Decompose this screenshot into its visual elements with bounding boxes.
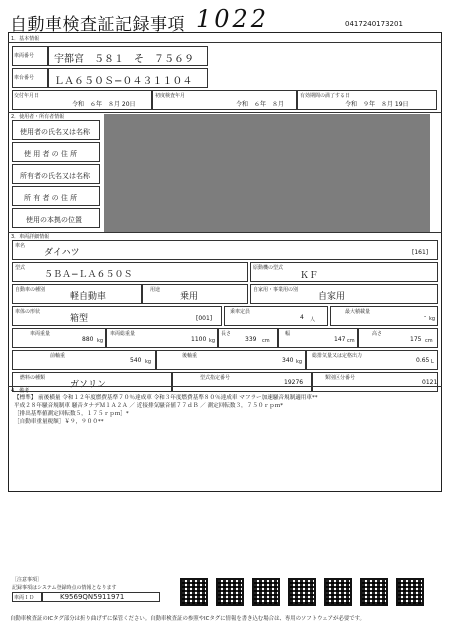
chassis-value: ＬＡ６５０Ｓ−０４３１１０４ — [54, 76, 193, 87]
height-value: 175 — [410, 336, 422, 343]
owner-addr-label: 所 有 者 の 住 所 — [24, 194, 78, 202]
kind-value: 軽自動車 — [70, 292, 107, 302]
section1-heading: 1．基本情報 — [11, 36, 40, 42]
gross-unit: kg — [209, 338, 216, 344]
height-unit: cm — [425, 338, 433, 344]
category-no-value: 0121 — [422, 379, 438, 386]
qr-code — [324, 578, 352, 606]
maker-code: [161] — [412, 249, 429, 256]
weight-label: 車両重量 — [30, 331, 51, 337]
load-unit: kg — [429, 316, 436, 322]
width-unit: cm — [347, 338, 355, 344]
qr-code — [396, 578, 424, 606]
capacity-unit: 人 — [310, 317, 316, 323]
notes-heading: ［注意事項］ — [12, 577, 43, 583]
handwritten-number: 1022 — [196, 5, 270, 33]
rear-axle-label: 後軸重 — [182, 353, 198, 359]
width-value: 147 — [334, 336, 346, 343]
issue-label: 交付年月日 — [14, 93, 40, 99]
user-name-label: 使用者の氏名又は名称 — [20, 128, 90, 136]
weight-value: 880 — [82, 336, 94, 343]
type-no-label: 型式指定番号 — [200, 375, 231, 381]
user-addr-label: 使 用 者 の 住 所 — [24, 150, 78, 158]
length-unit: cm — [262, 338, 270, 344]
weight-unit: kg — [97, 338, 104, 344]
serial-number: 0417240173201 — [345, 20, 403, 28]
section4-heading: 4．備考 — [11, 388, 30, 394]
category-no-label: 類別区分番号 — [325, 375, 356, 381]
front-axle-unit: kg — [145, 359, 152, 365]
use-label: 用途 — [150, 287, 161, 293]
reg-no-value: 宇都宮 ５８１ そ ７５６９ — [54, 54, 194, 65]
qr-code — [288, 578, 316, 606]
type-no-value: 19276 — [284, 379, 304, 386]
capacity-value: 4 — [300, 314, 304, 321]
expiry-label: 有効期間の満了する日 — [300, 93, 351, 99]
rear-axle-unit: kg — [296, 359, 303, 365]
displacement-unit: L — [431, 359, 434, 365]
biz-value: 自家用 — [318, 292, 346, 302]
body-code: [001] — [196, 315, 213, 322]
remark-line: 平成２８年騒音規制車 騒音タナデＭ１Ａ２Ａ ／ 近接排気騒音値７７ｄＢ ／ 測定回転数３，７５０ｒｐｍ* — [14, 403, 284, 409]
redacted-owner-info — [104, 114, 430, 232]
gross-value: 1100 — [191, 336, 207, 343]
qr-code — [252, 578, 280, 606]
gross-label: 車両総重量 — [110, 331, 136, 337]
length-value: 339 — [245, 336, 257, 343]
fuel-value: ガソリン — [70, 380, 107, 390]
use-value: 乗用 — [180, 292, 199, 302]
engine-value: ＫＦ — [300, 271, 319, 281]
inspect-date: 令和 ６年 ８月 — [236, 101, 285, 108]
length-label: 長さ — [221, 331, 232, 337]
load-value: - — [424, 313, 427, 320]
remark-line: ［自動車重量税額］￥９，９００** — [14, 419, 104, 425]
maker-value: ダイハツ — [44, 248, 80, 258]
engine-label: 原動機の型式 — [253, 265, 284, 271]
base-location-label: 使用の本拠の位置 — [26, 216, 82, 224]
remarks-block — [14, 394, 438, 426]
expiry-date: 令和 ９年 ８月 19日 — [345, 101, 409, 108]
kind-label: 自動車の種別 — [15, 287, 46, 293]
width-label: 幅 — [285, 331, 291, 337]
rear-axle-value: 340 — [282, 357, 294, 364]
qr-code — [360, 578, 388, 606]
document-title: 自動車検査証記録事項 — [10, 15, 185, 35]
section2-heading: 2．使用者・所有者情報 — [11, 114, 65, 120]
capacity-label: 乗車定員 — [230, 309, 251, 315]
inspect-label: 初度検査年月 — [155, 93, 186, 99]
model-value: ５ＢＡ−ＬＡ６５０Ｓ — [44, 270, 133, 280]
section3-heading: 3．車両詳細情報 — [11, 234, 50, 240]
qr-code — [180, 578, 208, 606]
car-id-label: 車両ＩＤ — [14, 595, 35, 601]
front-axle-label: 前軸重 — [50, 353, 66, 359]
displacement-value: 0.65 — [416, 357, 430, 364]
body-value: 箱型 — [70, 314, 89, 324]
load-label: 最大積載量 — [345, 309, 371, 315]
reg-no-label: 車両番号 — [14, 53, 35, 59]
car-id-value: K9569QN5911971 — [60, 593, 125, 601]
remark-line: 【標準】 前後横量 令和１２年度燃費基準７０％達成車 令和３年度燃費基準８０％達成車 マフラー加速騒音規制適用車** — [14, 395, 318, 401]
remark-line: ［排出基準値測定回転数５，１７５ｒｐｍ］* — [14, 411, 129, 417]
qr-code — [216, 578, 244, 606]
chassis-label: 車台番号 — [14, 75, 35, 81]
body-label: 車体の形状 — [15, 309, 41, 315]
front-axle-value: 540 — [130, 357, 142, 364]
height-label: 高さ — [372, 331, 383, 337]
notes-line: 記録事項はシステム登録時点の情報となります — [12, 585, 117, 591]
model-label: 型式 — [15, 265, 26, 271]
fuel-label: 燃料の種類 — [20, 375, 46, 381]
biz-label: 自家用・事業用の別 — [253, 287, 299, 293]
displacement-label: 総排気量又は定格出力 — [312, 353, 363, 359]
issue-date: 令和 ６年 ８月 20日 — [72, 101, 136, 108]
maker-label: 車名 — [15, 243, 26, 249]
bottom-notice: 自動車検査証のICタグ部分は折り曲げずに保管ください。自動車検査証の参照やICタグに情報を書き込む場合は、専用のソフトウェアが必要です。 — [10, 616, 365, 622]
owner-name-label: 所有者の氏名又は名称 — [20, 172, 90, 180]
